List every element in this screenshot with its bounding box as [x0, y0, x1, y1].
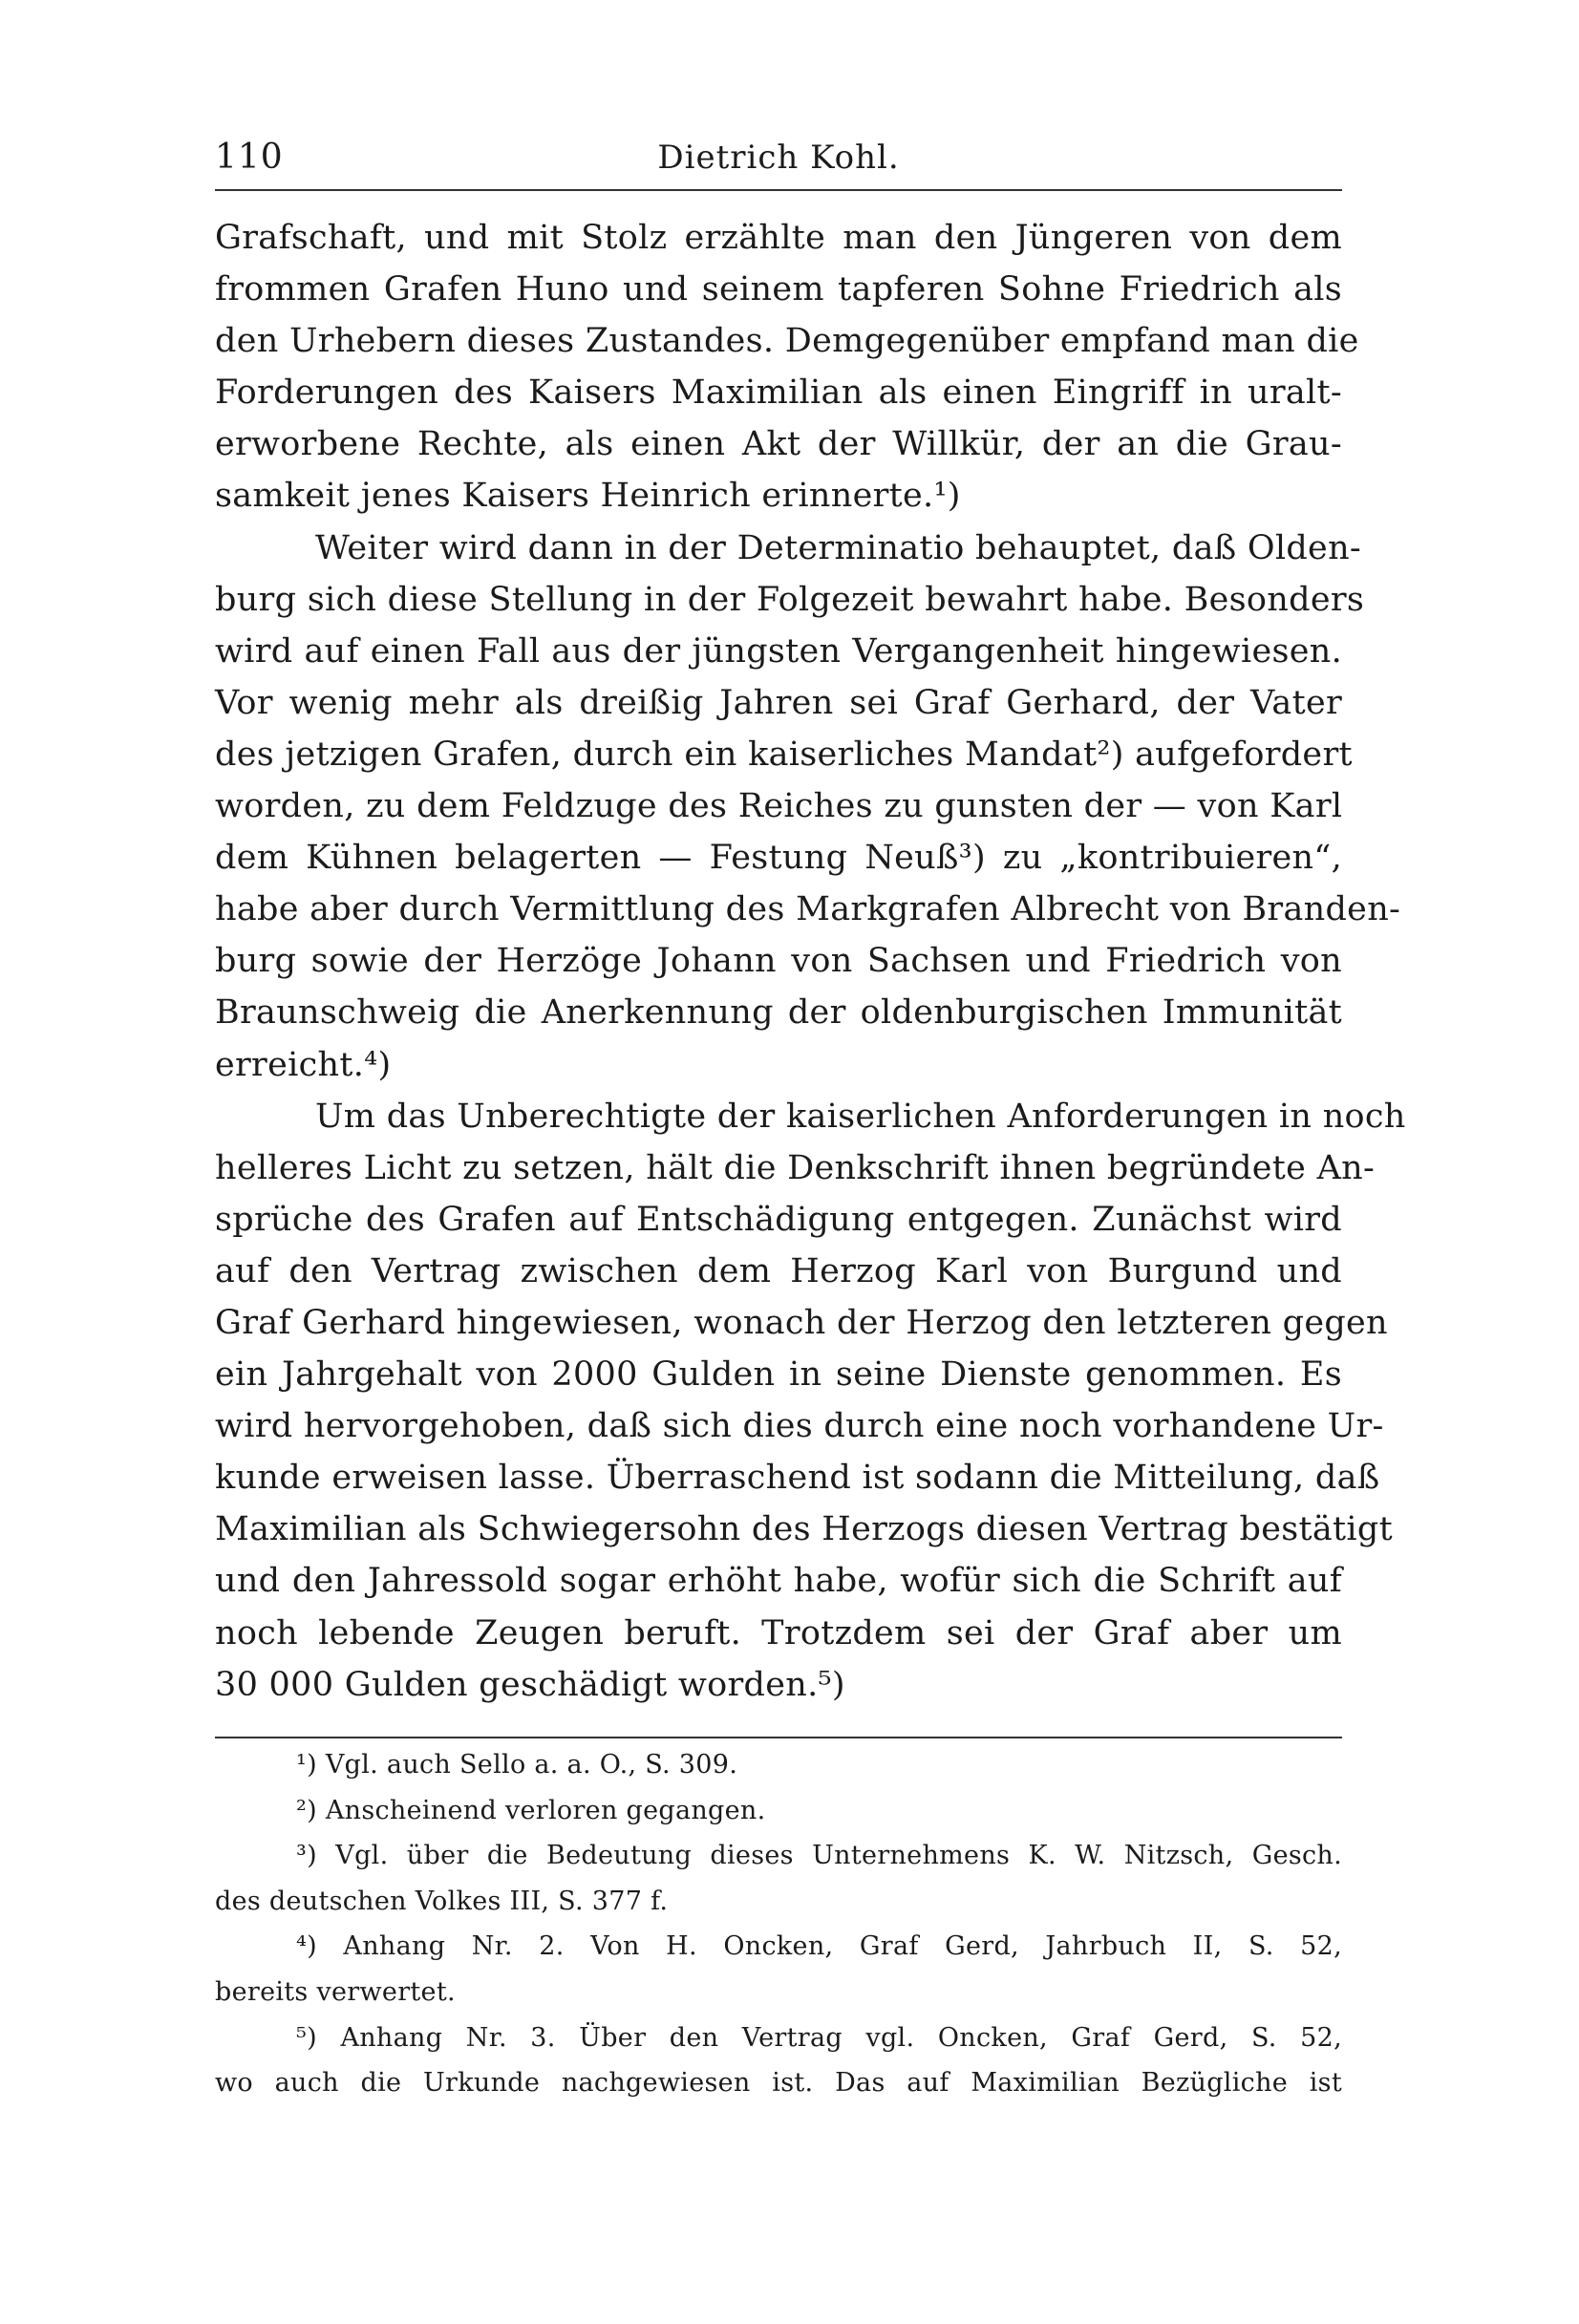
text-line: Forderungen des Kaisers Maximilian als einen Eingriff in uralt- [215, 373, 1342, 413]
text-line: Vor wenig mehr als dreißig Jahren sei Graf Gerhard, der Vater [215, 683, 1342, 722]
text-line: Braunschweig die Anerkennung der oldenburgischen Immunität [215, 993, 1342, 1033]
text-line: sprüche des Grafen auf Entschädigung entgegen. Zunächst wird [215, 1200, 1342, 1239]
header-rule [215, 189, 1342, 191]
footnote-line: des deutschen Volkes III, S. 377 f. [215, 1886, 669, 1916]
text-line: burg sowie der Herzöge Johann von Sachsen und Friedrich von [215, 942, 1342, 981]
text-line: ein Jahrgehalt von 2000 Gulden in seine Dienste genommen. Es [215, 1355, 1342, 1395]
text-line: habe aber durch Vermittlung des Markgrafen Albrecht von Branden- [215, 890, 1401, 929]
footnote-line: bereits verwertet. [215, 1976, 456, 2007]
text-line: worden, zu dem Feldzuge des Reiches zu gunsten der — von Karl [215, 787, 1343, 826]
text-line: Um das Unberechtigte der kaiserlichen Anforderungen in noch [315, 1097, 1406, 1136]
text-line: dem Kühnen belagerten — Festung Neuß³) zu „kontribuieren“, [215, 839, 1342, 878]
text-line: helleres Licht zu setzen, hält die Denkschrift ihnen begründete An- [215, 1148, 1376, 1187]
text-line: kunde erweisen lasse. Überraschend ist sodann die Mitteilung, daß [215, 1459, 1380, 1498]
footnote-rule [215, 1737, 1342, 1738]
text-line: 30 000 Gulden geschädigt worden.⁵) [215, 1665, 845, 1704]
text-line: samkeit jenes Kaisers Heinrich erinnerte.¹) [215, 477, 961, 516]
text-line: Grafschaft, und mit Stolz erzählte man den Jüngeren von dem [215, 219, 1342, 257]
footnote-line: ⁴) Anhang Nr. 2. Von H. Oncken, Graf Gerd, Jahrbuch II, S. 52, [296, 1931, 1342, 1962]
text-line: den Urhebern dieses Zustandes. Demgegenüber empfand man die [215, 322, 1359, 361]
page-header [215, 134, 1342, 181]
text-line: erworbene Rechte, als einen Akt der Willkür, der an die Grau- [215, 425, 1342, 464]
footnote-line: ¹) Vgl. auch Sello a. a. O., S. 309. [296, 1750, 738, 1780]
page-number: 110 [215, 138, 284, 177]
text-line: noch lebende Zeugen beruft. Trotzdem sei der Graf aber um [215, 1613, 1342, 1652]
text-line: frommen Grafen Huno und seinem tapferen Sohne Friedrich als [215, 270, 1342, 309]
text-line: wird auf einen Fall aus der jüngsten Vergangenheit hingewiesen. [215, 631, 1342, 671]
text-line: auf den Vertrag zwischen dem Herzog Karl von Burgund und [215, 1251, 1342, 1290]
text-line: des jetzigen Grafen, durch ein kaiserliches Mandat²) aufgefordert [215, 735, 1353, 774]
running-head: Dietrich Kohl. [657, 139, 900, 177]
text-line: Maximilian als Schwiegersohn des Herzogs diesen Vertrag bestätigt [215, 1510, 1393, 1549]
footnotes [215, 1742, 1342, 2106]
footnote-line: ²) Anscheinend verloren gegangen. [296, 1795, 766, 1825]
text-line: und den Jahressold sogar erhöht habe, wofür sich die Schrift auf [215, 1562, 1342, 1601]
text-line: Graf Gerhard hingewiesen, wonach der Herzog den letzteren gegen [215, 1303, 1388, 1342]
footnote-line: ³) Vgl. über die Bedeutung dieses Unternehmens K. W. Nitzsch, Gesch. [296, 1841, 1342, 1871]
body-text [215, 212, 1406, 1711]
footnote-line: wo auch die Urkunde nachgewiesen ist. Das auf Maximilian Bezügliche ist [215, 2068, 1342, 2099]
footnote-line: ⁵) Anhang Nr. 3. Über den Vertrag vgl. Oncken, Graf Gerd, S. 52, [296, 2022, 1342, 2053]
text-line: erreicht.⁴) [215, 1045, 392, 1084]
text-line: burg sich diese Stellung in der Folgezeit bewahrt habe. Besonders [215, 580, 1365, 619]
text-line: Weiter wird dann in der Determinatio behauptet, daß Olden- [315, 528, 1362, 567]
text-line: wird hervorgehoben, daß sich dies durch eine noch vorhandene Ur- [215, 1407, 1384, 1446]
